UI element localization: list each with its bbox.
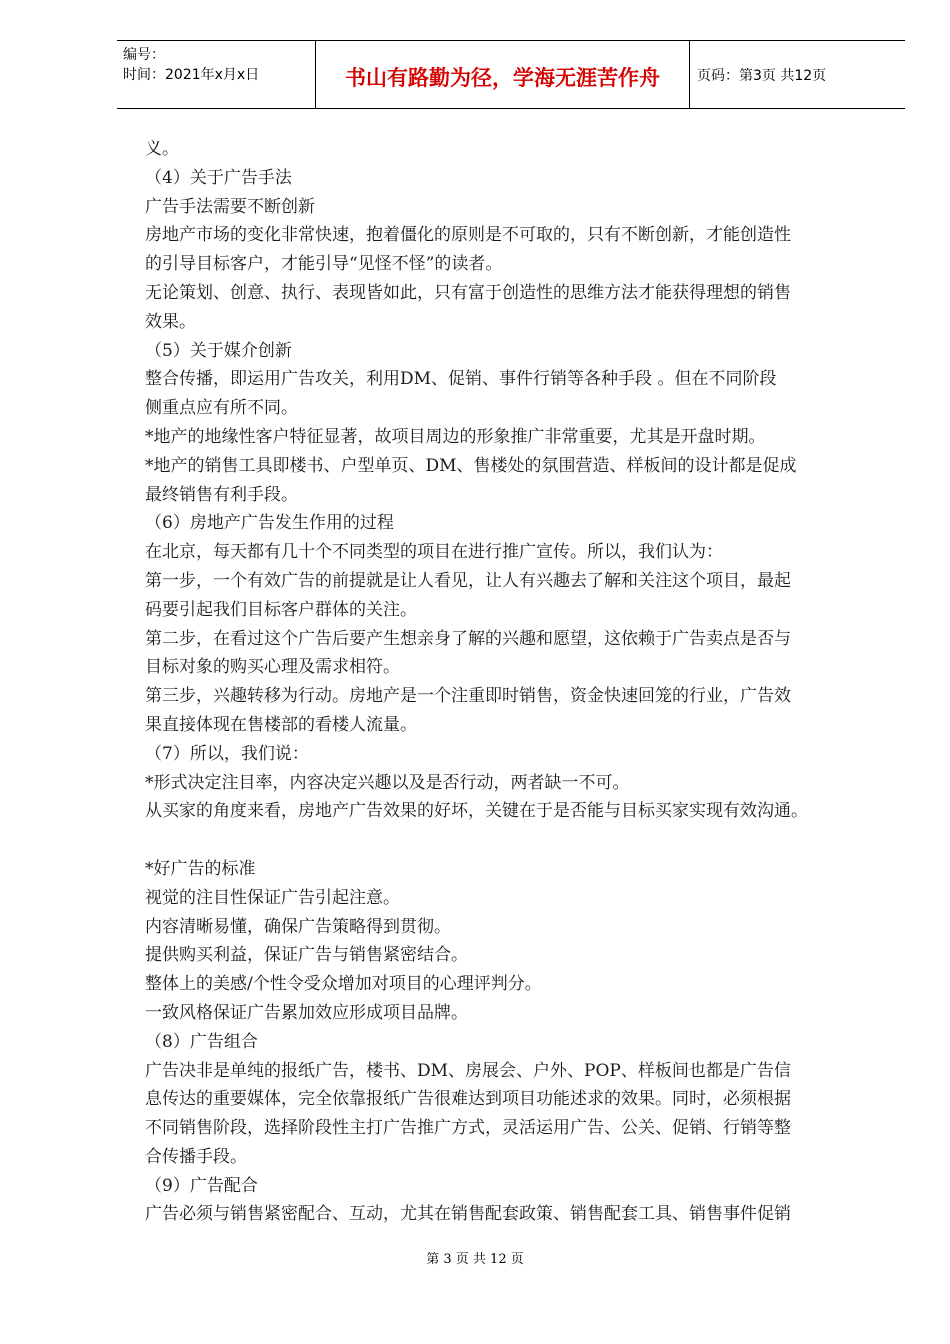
text-line: 义。	[145, 139, 179, 159]
document-time-label: 时间：2021年x月x日	[123, 67, 260, 83]
text-line: 第一步，一个有效广告的前提就是让人看见，让人有兴趣去了解和关注这个项目，最起	[145, 570, 791, 591]
body-text	[145, 135, 885, 1229]
text-line: 在北京，每天都有几十个不同类型的项目在进行推广宣传。所以，我们认为：	[145, 542, 723, 563]
blank-line	[145, 826, 885, 855]
text-line: （8）广告组合	[145, 1031, 258, 1052]
text-line: 的引导目标客户，才能引导“见怪不怪”的读者。	[145, 254, 503, 275]
text-line: 广告决非是单纯的报纸广告，楼书、DM、房展会、户外、POP、样板间也都是广告信	[145, 1060, 791, 1081]
text-line: 一致风格保证广告累加效应形成项目品牌。	[145, 1002, 468, 1023]
text-line: 房地产市场的变化非常快速，抱着僵化的原则是不可取的，只有不断创新，才能创造性	[145, 225, 791, 246]
header-meta-cell	[117, 41, 314, 108]
text-line: 侧重点应有所不同。	[145, 398, 298, 419]
text-line: 第二步，在看过这个广告后要产生想亲身了解的兴趣和愿望，这依赖于广告卖点是否与	[145, 628, 791, 649]
text-line: 整体上的美感/个性令受众增加对项目的心理评判分。	[145, 974, 542, 995]
text-line: *好广告的标准	[145, 858, 256, 879]
text-line: 提供购买利益，保证广告与销售紧密结合。	[145, 945, 468, 966]
text-line: 无论策划、创意、执行、表现皆如此，只有富于创造性的思维方法才能获得理想的销售	[145, 282, 791, 303]
text-line: （7）所以，我们说：	[145, 743, 309, 764]
text-line: （6）房地产广告发生作用的过程	[145, 513, 394, 534]
text-line: （5）关于媒介创新	[145, 340, 292, 361]
text-line: 码要引起我们目标客户群体的关注。	[145, 599, 417, 620]
text-line: 目标对象的购买心理及需求相符。	[145, 657, 400, 678]
text-line: 第三步，兴趣转移为行动。房地产是一个注重即时销售，资金快速回笼的行业，广告效	[145, 686, 791, 707]
text-line: 合传播手段。	[145, 1146, 247, 1167]
text-line: 最终销售有利手段。	[145, 484, 298, 505]
text-line: 广告手法需要不断创新	[145, 196, 315, 217]
text-line: 不同销售阶段，选择阶段性主打广告推广方式，灵活运用广告、公关、促销、行销等整	[145, 1118, 791, 1139]
text-line: *地产的销售工具即楼书、户型单页、DM、售楼处的氛围营造、样板间的设计都是促成	[145, 455, 797, 476]
text-line: *形式决定注目率，内容决定兴趣以及是否行动，两者缺一不可。	[145, 772, 630, 793]
text-line: （9）广告配合	[145, 1175, 258, 1196]
text-line: *地产的地缘性客户特征显著，故项目周边的形象推广非常重要，尤其是开盘时期。	[145, 426, 766, 447]
text-line: 息传达的重要媒体，完全依靠报纸广告很难达到项目功能述求的效果。同时，必须根据	[145, 1089, 791, 1110]
page-footer: 第 3 页 共 12 页	[426, 1252, 524, 1267]
header-motto: 书山有路勤为径，学海无涯苦作舟	[345, 66, 660, 90]
text-line: （4）关于广告手法	[145, 167, 292, 188]
text-line: 整合传播，即运用广告攻关，利用DM、促销、事件行销等各种手段 。但在不同阶段	[145, 369, 777, 390]
header-page-info: 页码：第3页 共12页	[697, 68, 827, 84]
header-page-cell	[689, 41, 905, 108]
text-line: 从买家的角度来看，房地产广告效果的好坏，关键在于是否能与目标买家实现有效沟通。	[145, 801, 808, 822]
text-line: 效果。	[145, 311, 196, 332]
text-line: 果直接体现在售楼部的看楼人流量。	[145, 714, 417, 735]
header-table	[117, 40, 905, 109]
document-number-label: 编号：	[123, 47, 165, 63]
text-line: 内容清晰易懂，确保广告策略得到贯彻。	[145, 916, 451, 937]
text-line: 视觉的注目性保证广告引起注意。	[145, 887, 400, 908]
text-line: 广告必须与销售紧密配合、互动，尤其在销售配套政策、销售配套工具、销售事件促销	[145, 1204, 791, 1225]
header-motto-cell	[315, 41, 690, 108]
